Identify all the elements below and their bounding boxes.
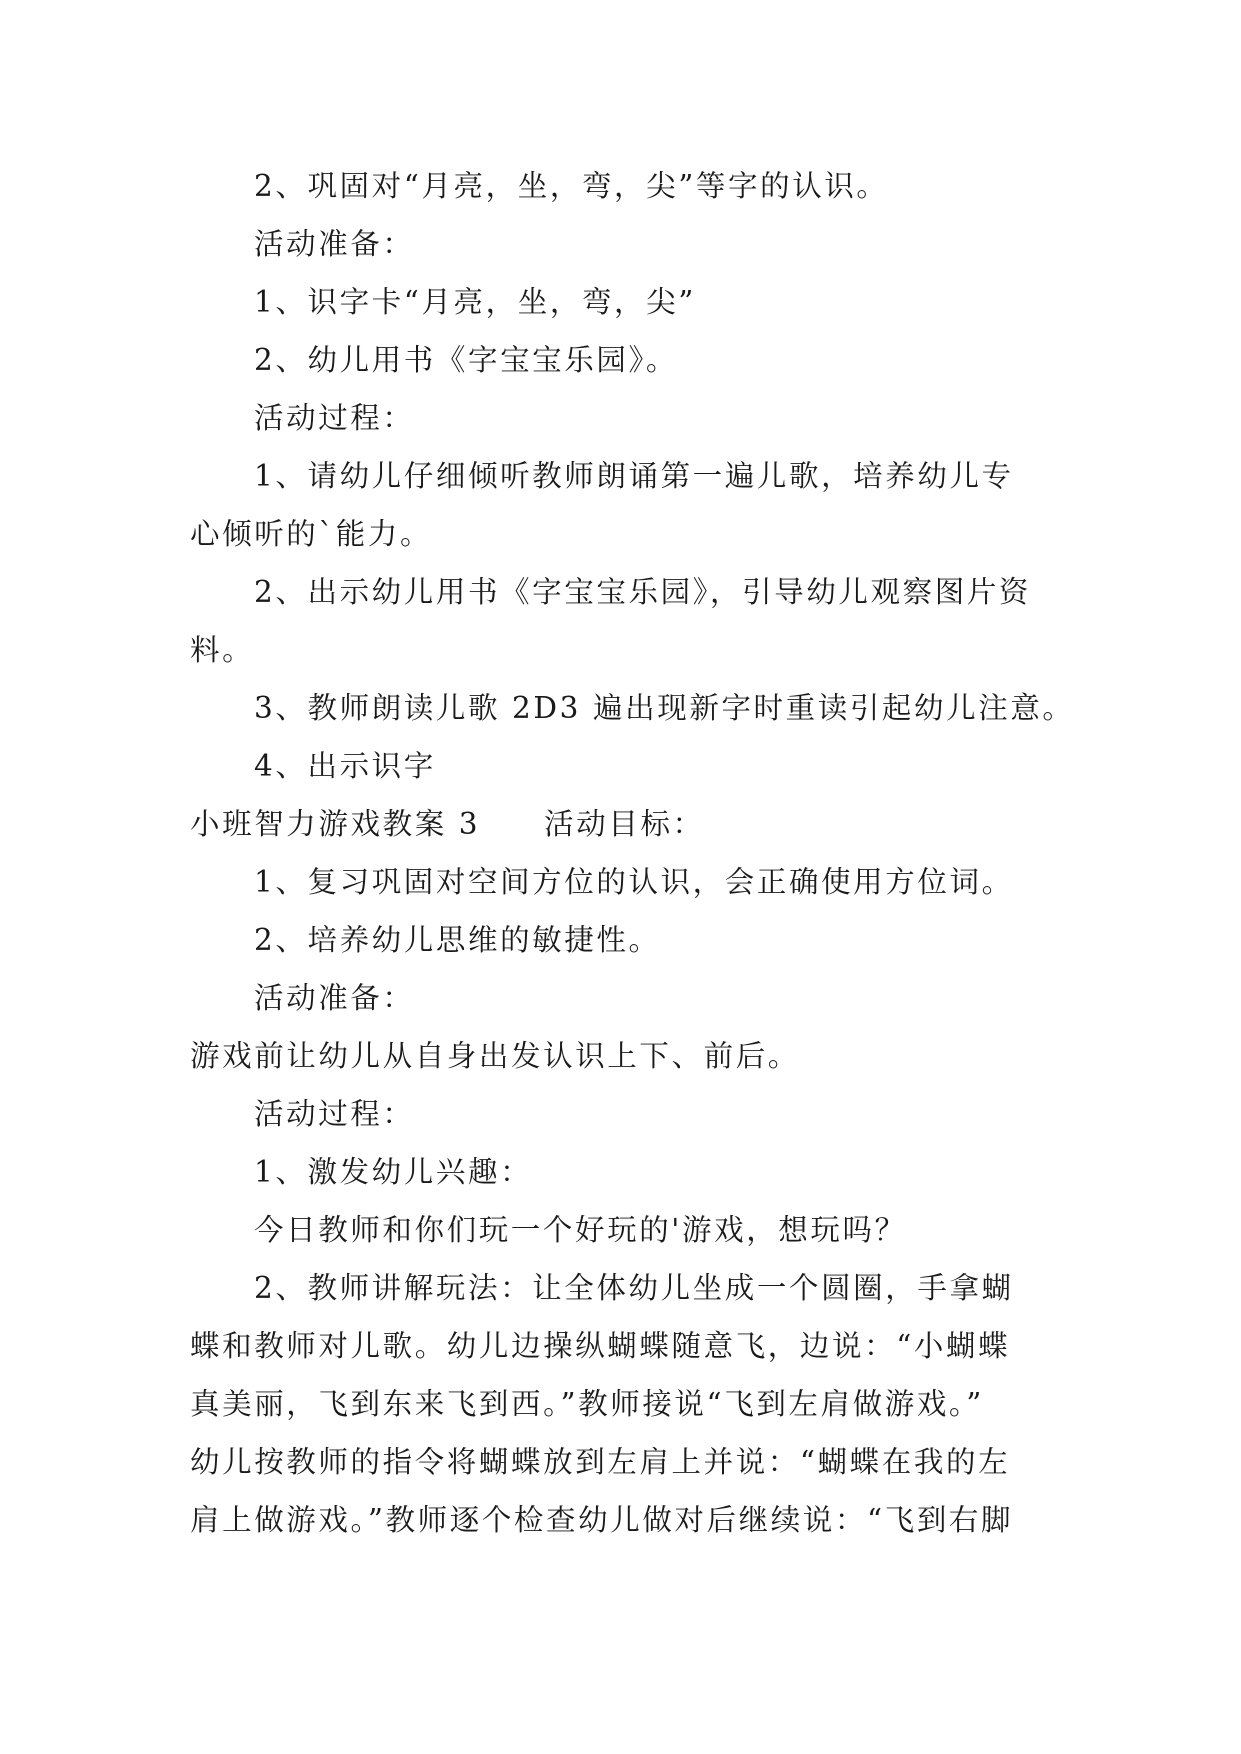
section-heading: 活动过程： [254, 1097, 415, 1131]
text-line: 3、教师朗读儿歌 2D3 遍出现新字时重读引起幼儿注意。 [254, 691, 1075, 725]
text-line: 1、识字卡“月亮，坐，弯，尖” [254, 285, 696, 319]
text-line: 料。 [190, 633, 255, 667]
text-line: 游戏前让幼儿从自身出发认识上下、前后。 [190, 1039, 800, 1073]
text-line: 4、出示识字 [254, 749, 436, 783]
document-body [190, 157, 1075, 1549]
text-line: 今日教师和你们玩一个好玩的'游戏，想玩吗？ [254, 1213, 907, 1247]
section-heading: 活动目标： [544, 807, 705, 841]
text-line: 幼儿按教师的指令将蝴蝶放到左肩上并说：“蝴蝶在我的左 [190, 1445, 1011, 1479]
text-line: 2、教师讲解玩法：让全体幼儿坐成一个圆圈，手拿蝴 [254, 1271, 1014, 1305]
text-line: 2、出示幼儿用书《字宝宝乐园》，引导幼儿观察图片资 [254, 575, 1032, 609]
text-line: 2、巩固对“月亮，坐，弯，尖”等字的认识。 [254, 169, 889, 203]
lesson-title: 小班智力游戏教案 3 [190, 807, 481, 841]
text-line: 真美丽，飞到东来飞到西。”教师接说“飞到左肩做游戏。” [190, 1387, 984, 1421]
text-line: 心倾听的`能力。 [190, 517, 433, 551]
text-line: 1、激发幼儿兴趣： [254, 1155, 533, 1189]
text-line: 蝶和教师对儿歌。幼儿边操纵蝴蝶随意飞，边说：“小蝴蝶 [190, 1329, 1011, 1363]
section-heading: 活动过程： [254, 401, 415, 435]
text-line: 肩上做游戏。”教师逐个检查幼儿做对后继续说：“飞到右脚 [190, 1503, 1014, 1537]
section-heading: 活动准备： [254, 981, 415, 1015]
section-heading: 活动准备： [254, 227, 415, 261]
text-line: 1、请幼儿仔细倾听教师朗诵第一遍儿歌，培养幼儿专 [254, 459, 1014, 493]
text-line: 2、培养幼儿思维的敏捷性。 [254, 923, 661, 957]
text-line: 2、幼儿用书《字宝宝乐园》。 [254, 343, 678, 377]
text-line: 1、复习巩固对空间方位的认识，会正确使用方位词。 [254, 865, 1014, 899]
lesson-title-line [190, 795, 1070, 853]
